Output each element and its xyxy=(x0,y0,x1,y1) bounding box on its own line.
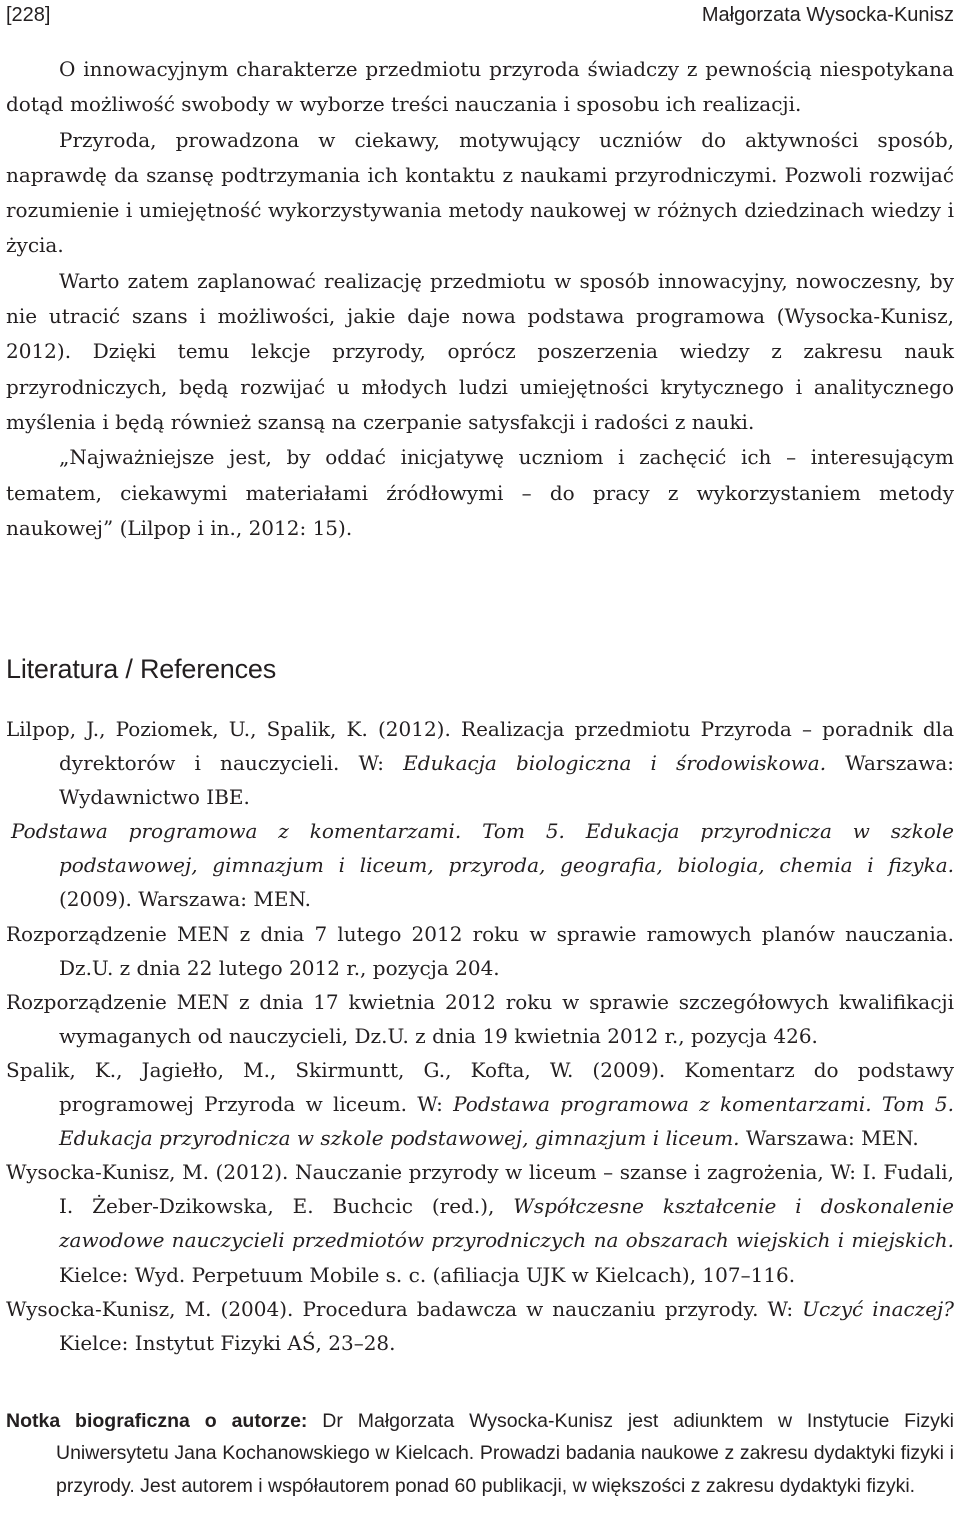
reference-item xyxy=(6,1292,954,1360)
reference-item xyxy=(6,985,954,1053)
running-author: Małgorzata Wysocka-Kunisz xyxy=(701,4,954,26)
body-text xyxy=(6,52,954,546)
paragraph-3: Warto zatem zaplanować realizację przedmiotu w sposób innowacyjny, nowoczesny, by nie utracić szans i możliwości, jakie daje nowa podstawa programowa (Wysocka-Kunisz, 2012). Dzięki temu lekcje przyrody, oprócz poszerzenia wiedzy z zakresu nauk przyrodniczych, będą rozwijać u młodych ludzi umiejętności krytycznego i analitycznego myślenia i będą również szansą na czerpanie satysfakcji i radości z nauki. xyxy=(6,268,954,434)
page-number: [228] xyxy=(6,4,51,26)
author-bio xyxy=(6,1405,954,1503)
reference-text: Rozporządzenie MEN z dnia 17 kwietnia 2012 roku w sprawie szczegółowych kwalifikacji wymaganych od nauczycieli, Dz.U. z dnia 19 kwietnia 2012 r., pozycja 426. xyxy=(6,989,954,1048)
reference-title: Współczesne kształcenie i doskonalenie zawodowe nauczycieli przedmiotów przyrodniczych na obszarach wiejskich i miejskich. xyxy=(59,1194,954,1253)
paragraph-4: „Najważniejsze jest, by oddać inicjatywę uczniom i zachęcić ich – interesującym tematem, ciekawymi materiałami źródłowymi – do pracy z wykorzystaniem metody naukowej” (Lilpop i in., 2012: 15). xyxy=(6,445,954,540)
reference-text: Wysocka-Kunisz, M. (2004). Procedura badawcza w nauczaniu przyrody. W: xyxy=(6,1296,803,1321)
bio-text: Dr Małgorzata Wysocka-Kunisz jest adiunktem w Instytucie Fizyki Uniwersytetu Jana Kochanowskiego w Kielcach. Prowadzi badania naukowe z zakresu dydaktyki fizyki i przyrody. Jest autorem i współautorem ponad 60 publikacji, w większości z zakresu dydaktyki fizyki. xyxy=(56,1409,954,1497)
reference-title: Uczyć inaczej? xyxy=(802,1296,954,1321)
reference-item xyxy=(6,712,954,814)
paragraph-2: Przyroda, prowadzona w ciekawy, motywujący uczniów do aktywności sposób, naprawdę da szansę podtrzymania ich kontaktu z naukami przyrodniczymi. Pozwoli rozwijać rozumienie i umiejętność wykorzystywania metody naukowej w różnych dziedzinach wiedzy i życia. xyxy=(6,127,954,258)
reference-publisher: Warszawa: MEN. xyxy=(739,1126,919,1151)
reference-title: Podstawa programowa z komentarzami. Tom 5. Edukacja przyrodnicza w szkole podstawowej, gimnazjum i liceum, przyroda, geografia, biologia, chemia i fizyka. xyxy=(11,819,954,878)
paragraph-1: O innowacyjnym charakterze przedmiotu przyroda świadczy z pewnością niespotykana dotąd możliwość swobody w wyborze treści nauczania i sposobu ich realizacji. xyxy=(6,57,954,117)
reference-publisher: Warszawa: Wydawnictwo IBE. xyxy=(59,751,954,810)
reference-text: Spalik, K., Jagiełło, M., Skirmuntt, G., Kofta, W. (2009). Komentarz do podstawy programowej Przyroda w liceum. W: xyxy=(6,1057,954,1117)
reference-text: Rozporządzenie MEN z dnia 7 lutego 2012 roku w sprawie ramowych planów nauczania. Dz.U. z dnia 22 lutego 2012 r., pozycja 204. xyxy=(6,921,954,980)
reference-title: Podstawa programowa z komentarzami. Tom 5. Edukacja przyrodnicza w szkole podstawowej, gimnazjum i liceum. xyxy=(59,1092,954,1151)
reference-publisher: Kielce: Wyd. Perpetuum Mobile s. c. (afiliacja UJK w Kielcach), 107–116. xyxy=(59,1262,796,1287)
reference-title: Edukacja biologiczna i środowiskowa. xyxy=(403,751,827,776)
reference-publisher: Kielce: Instytut Fizyki AŚ, 23–28. xyxy=(59,1330,396,1355)
reference-text: Wysocka-Kunisz, M. (2012). Nauczanie przyrody w liceum – szanse i zagrożenia, W: I. Fudali, I. Żeber-Dzikowska, E. Buchcic (red.), xyxy=(6,1160,954,1219)
reference-publisher: (2009). Warszawa: MEN. xyxy=(59,887,312,912)
reference-item xyxy=(6,814,954,916)
running-header xyxy=(6,0,954,30)
reference-text: Lilpop, J., Poziomek, U., Spalik, K. (2012). Realizacja przedmiotu Przyroda – poradnik dla dyrektorów i nauczycieli. W: xyxy=(6,717,954,776)
references-list xyxy=(6,712,954,1360)
reference-item xyxy=(6,1155,954,1291)
reference-item xyxy=(6,917,954,985)
reference-item xyxy=(6,1053,954,1155)
bio-label: Notka biograficzna o autorze: xyxy=(6,1409,308,1432)
references-heading: Literatura / References xyxy=(6,654,277,684)
